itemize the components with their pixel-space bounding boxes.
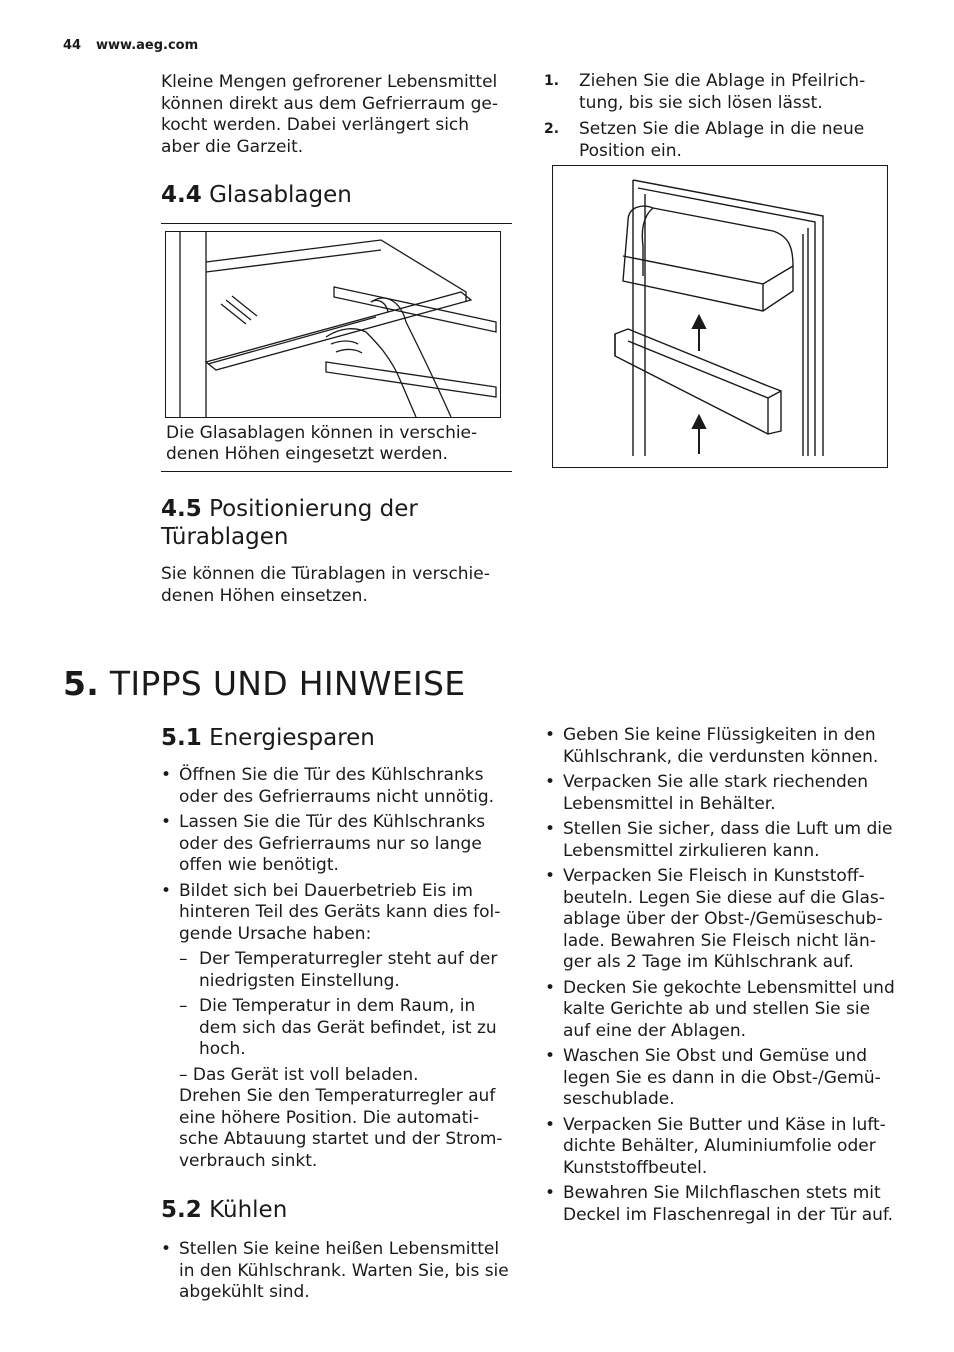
section-number: 5.1 bbox=[161, 725, 202, 751]
bullet-glyph: • bbox=[161, 880, 172, 901]
list-item-text: Decken Sie gekochte Lebensmittel und kalte Gerichte ab und stellen Sie sie auf eine der Ablagen. bbox=[563, 977, 895, 1041]
section-4-4-heading bbox=[161, 181, 352, 209]
list-item bbox=[545, 1046, 897, 1111]
bullet-glyph: • bbox=[545, 977, 556, 998]
list-item bbox=[545, 819, 897, 862]
bullet-glyph: • bbox=[545, 1046, 556, 1066]
sub-list-item bbox=[179, 996, 513, 1061]
list-item-text: Verpacken Sie Fleisch in Kunststoff-beuteln. Legen Sie diese auf die Glas-ablage über der Obst-/Gemüseschub-lade. Bewahren Sie Fleisch nicht län-ger als 2 Tage im Kühlschrank auf. bbox=[563, 866, 885, 972]
step-item bbox=[544, 71, 894, 114]
section-4-5-heading bbox=[161, 495, 511, 551]
bullet-glyph: • bbox=[545, 1114, 556, 1135]
bullet-glyph: • bbox=[545, 1183, 556, 1203]
cooling-tips-list bbox=[161, 1239, 513, 1304]
list-item-text: Waschen Sie Obst und Gemüse und legen Sie es dann in die Obst-/Gemü-seschublade. bbox=[563, 1046, 881, 1109]
cause-sublist bbox=[179, 949, 513, 1061]
list-item bbox=[161, 812, 513, 877]
bullet-glyph: • bbox=[545, 772, 556, 792]
figure-bottom-rule bbox=[161, 471, 512, 472]
step-number: 2. bbox=[544, 121, 560, 137]
list-item bbox=[161, 881, 513, 1173]
section-5-2-body bbox=[161, 1239, 513, 1308]
sub-list-item bbox=[179, 949, 513, 992]
door-shelf-illustration bbox=[552, 165, 888, 468]
dash-glyph: – bbox=[179, 996, 188, 1016]
bullet-glyph: • bbox=[161, 765, 172, 785]
list-item-text: Bewahren Sie Milchflaschen stets mit Deckel im Flaschenregal in der Tür auf. bbox=[563, 1183, 894, 1225]
list-item bbox=[545, 725, 897, 768]
figure-top-rule bbox=[161, 223, 512, 224]
section-title: Positionierung der Türablagen bbox=[161, 496, 418, 550]
sub-list-item-text: Der Temperaturregler steht auf der niedrigsten Einstellung. bbox=[199, 949, 498, 991]
step-number: 1. bbox=[544, 73, 560, 89]
list-item bbox=[161, 765, 513, 808]
list-item bbox=[545, 1115, 897, 1180]
glass-shelf-illustration bbox=[165, 231, 501, 418]
door-shelf-steps bbox=[544, 71, 894, 167]
list-item-text: Bildet sich bei Dauerbetrieb Eis im hinteren Teil des Geräts kann dies fol-gende Ursache haben: bbox=[179, 880, 501, 944]
bullet-glyph: • bbox=[545, 819, 556, 839]
bullet-glyph: • bbox=[161, 1239, 172, 1259]
list-item-text: Stellen Sie keine heißen Lebensmittel in den Kühlschrank. Warten Sie, bis sie abgekühlt sind. bbox=[179, 1239, 509, 1302]
list-item bbox=[545, 866, 897, 974]
list-item bbox=[545, 772, 897, 815]
list-item-text: Verpacken Sie Butter und Käse in luft-dichte Behälter, Aluminiumfolie oder Kunststoffbeutel. bbox=[563, 1114, 886, 1178]
section-title: Glasablagen bbox=[209, 182, 352, 208]
section-5-1-left-column bbox=[161, 765, 513, 1176]
header-url: www.aeg.com bbox=[96, 38, 199, 53]
sub-list-last-item: – Das Gerät ist voll beladen. bbox=[179, 1064, 419, 1085]
section-5-1-right-column bbox=[545, 725, 897, 1230]
section-4-5-text: Sie können die Türablagen in verschie-denen Höhen einsetzen. bbox=[161, 564, 490, 606]
list-item bbox=[161, 1239, 513, 1304]
intro-paragraph: Kleine Mengen gefrorener Lebensmittel können direkt aus dem Gefrierraum ge-kocht werden. Dabei verlängert sich aber die Garzeit. bbox=[161, 72, 499, 157]
energy-tips-list bbox=[161, 765, 513, 1172]
dash-glyph: – bbox=[179, 949, 188, 969]
glass-shelf-drawing bbox=[166, 232, 500, 417]
list-item-text: Verpacken Sie alle stark riechenden Lebensmittel in Behälter. bbox=[563, 772, 869, 814]
section-number: 4.5 bbox=[161, 496, 202, 522]
list-item-text: Lassen Sie die Tür des Kühlschranks oder des Gefrierraums nur so lange offen wie benötigt. bbox=[179, 812, 486, 875]
section-5-1-heading bbox=[161, 724, 375, 752]
section-number: 4.4 bbox=[161, 182, 202, 208]
list-item bbox=[545, 978, 897, 1043]
bullet-glyph: • bbox=[545, 866, 556, 886]
chapter-title: TIPPS UND HINWEISE bbox=[109, 664, 466, 703]
figure-caption: Die Glasablagen können in verschie-denen Höhen eingesetzt werden. bbox=[166, 423, 478, 464]
section-number: 5.2 bbox=[161, 1197, 202, 1223]
chapter-number: 5. bbox=[63, 664, 100, 703]
step-text: Ziehen Sie die Ablage in Pfeilrich-tung, bis sie sich lösen lässt. bbox=[579, 71, 866, 113]
step-item bbox=[544, 119, 894, 162]
list-item-text: Stellen Sie sicher, dass die Luft um die Lebensmittel zirkulieren kann. bbox=[563, 819, 893, 861]
door-shelf-drawing bbox=[553, 166, 887, 467]
chapter-5-heading bbox=[63, 664, 465, 703]
list-item-text: Geben Sie keine Flüssigkeiten in den Kühlschrank, die verdunsten können. bbox=[563, 725, 879, 767]
bullet-glyph: • bbox=[161, 812, 172, 832]
section-5-2-heading bbox=[161, 1196, 287, 1224]
section-title: Kühlen bbox=[209, 1197, 288, 1223]
section-title: Energiesparen bbox=[209, 725, 375, 751]
storage-tips-list bbox=[545, 725, 897, 1226]
list-item bbox=[545, 1183, 897, 1226]
page-number: 44 bbox=[63, 38, 82, 53]
bullet-glyph: • bbox=[545, 725, 556, 745]
step-text: Setzen Sie die Ablage in die neue Position ein. bbox=[579, 119, 865, 161]
list-item-text: Öffnen Sie die Tür des Kühlschranks oder des Gefrierraums nicht unnötig. bbox=[179, 765, 495, 807]
sub-list-item-text: Die Temperatur in dem Raum, in dem sich das Gerät befindet, ist zu hoch. bbox=[199, 996, 497, 1059]
follow-up-text: Drehen Sie den Temperaturregler auf eine höhere Position. Die automati-sche Abtauung startet und der Strom-verbrauch sinkt. bbox=[179, 1086, 503, 1171]
